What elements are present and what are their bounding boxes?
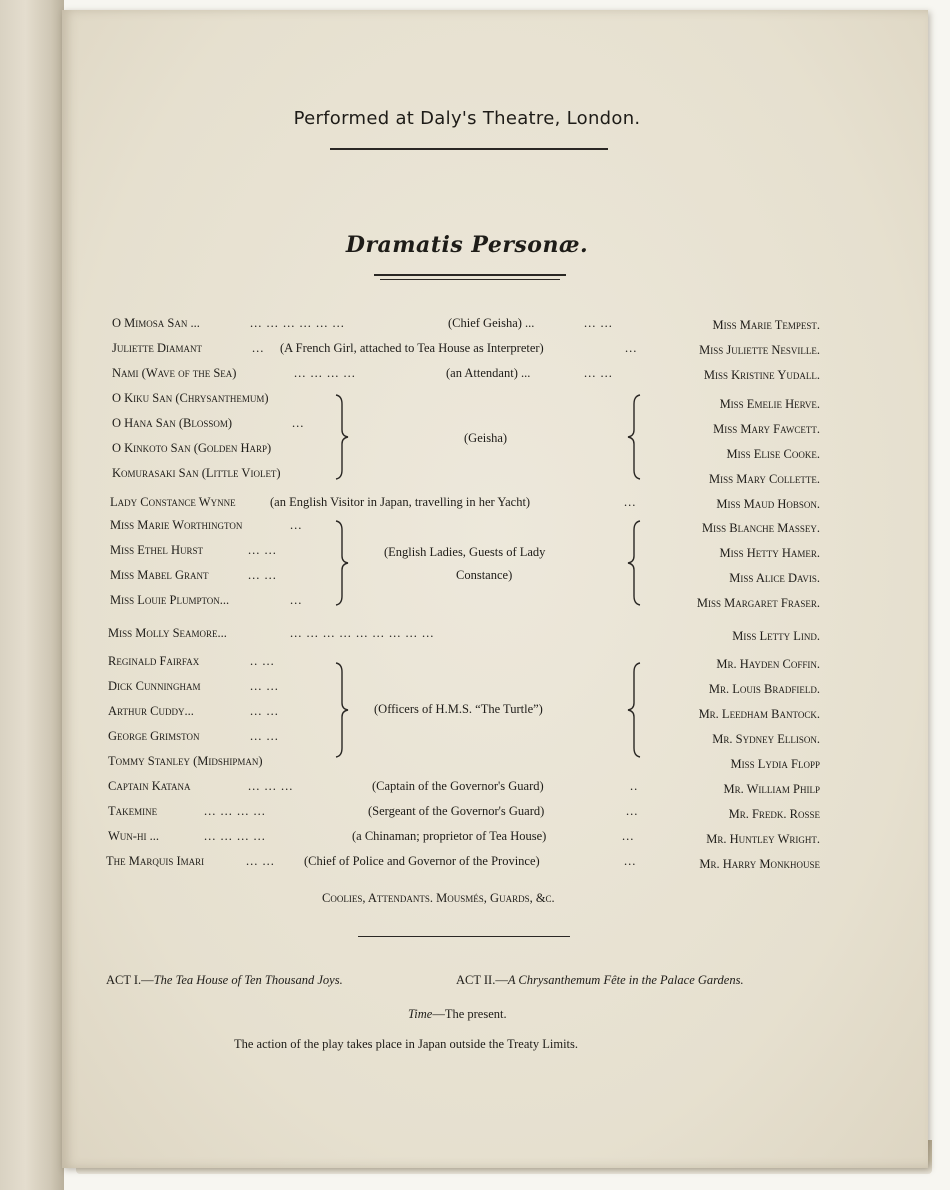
leader-dots: ... ...	[250, 729, 279, 743]
section-rule	[358, 936, 570, 937]
right-brace	[626, 662, 642, 758]
act-two	[456, 973, 744, 988]
role-name: Komurasaki San (Little Violet)	[112, 466, 281, 480]
leader-dots: ...	[292, 416, 305, 430]
actor-name: Miss Alice Davis.	[729, 571, 820, 585]
leader-dots: ... ... ... ...	[294, 366, 356, 380]
role-name: O Kinkoto San (Golden Harp)	[112, 441, 272, 455]
role-name: Arthur Cuddy...	[108, 704, 194, 718]
leader-dots: .. ...	[250, 654, 275, 668]
actor-name: Mr. Sydney Ellison.	[712, 732, 820, 746]
act-two-title: A Chrysanthemum Fête in the Palace Gardens.	[507, 973, 744, 987]
role-note: (an English Visitor in Japan, travelling in her Yacht)	[270, 495, 531, 509]
actor-name: Mr. Louis Bradfield.	[708, 682, 820, 696]
time-value: —The present.	[432, 1007, 507, 1021]
actor-name: Mr. Hayden Coffin.	[716, 657, 820, 671]
actor-name: Miss Lydia Flopp	[730, 757, 820, 771]
leader-dots: ...	[290, 593, 303, 607]
role-name: Nami (Wave of the Sea)	[112, 366, 237, 380]
left-brace	[334, 520, 350, 606]
role-name: O Mimosa San ...	[112, 316, 200, 330]
title-rule-bottom	[380, 279, 560, 280]
actor-name: Miss Mary Collette.	[709, 472, 820, 486]
leader-dots: ...	[624, 495, 637, 509]
role-name: Wun-hi ...	[108, 829, 159, 843]
actor-name: Mr. William Philp	[723, 782, 820, 796]
role-note: (a Chinaman; proprietor of Tea House)	[352, 829, 547, 843]
role-note: (Chief Geisha) ...	[448, 316, 535, 330]
title-rule-top	[374, 274, 566, 276]
role-name: Juliette Diamant	[112, 341, 202, 355]
leader-dots: ...	[252, 341, 265, 355]
facing-page-edge	[0, 0, 64, 1190]
actor-name: Miss Blanche Massey.	[702, 521, 820, 535]
role-name: Reginald Fairfax	[108, 654, 200, 668]
role-name: Takemine	[108, 804, 158, 818]
leader-dots: ...	[624, 854, 637, 868]
leader-dots: ...	[622, 829, 635, 843]
actor-name: Miss Maud Hobson.	[716, 497, 820, 511]
role-note: (A French Girl, attached to Tea House as Interpreter)	[280, 341, 544, 355]
actor-name: Miss Emelie Herve.	[719, 397, 820, 411]
group-label-ladies-cont: Constance)	[456, 568, 513, 582]
role-name: Miss Marie Worthington	[110, 518, 243, 532]
actor-name: Miss Juliette Nesville.	[699, 343, 820, 357]
role-name: Miss Mabel Grant	[110, 568, 209, 582]
actor-name: Miss Elise Cooke.	[726, 447, 820, 461]
leader-dots: ... ...	[248, 543, 277, 557]
actor-name: Miss Hetty Hamer.	[719, 546, 820, 560]
left-brace	[334, 394, 350, 480]
leader-dots: ... ... ... ... ... ...	[250, 316, 345, 330]
leader-dots: ... ... ... ...	[204, 804, 266, 818]
actor-name: Mr. Fredk. Rosse	[728, 807, 820, 821]
act-one-label: ACT I.—	[106, 973, 154, 987]
right-brace	[626, 394, 642, 480]
role-name: Dick Cunningham	[108, 679, 201, 693]
leader-dots: ...	[626, 804, 639, 818]
leader-dots: ... ...	[248, 568, 277, 582]
leader-dots: ... ...	[246, 854, 275, 868]
theatre-heading: Performed at Daly's Theatre, London.	[293, 108, 641, 129]
heading-rule	[330, 148, 608, 150]
left-brace	[334, 662, 350, 758]
role-note: (Captain of the Governor's Guard)	[372, 779, 544, 793]
role-name: Miss Molly Seamore...	[108, 626, 227, 640]
group-label-officers: (Officers of H.M.S. “The Turtle”)	[374, 702, 543, 716]
group-label-ladies: (English Ladies, Guests of Lady	[384, 545, 546, 559]
actor-name: Miss Marie Tempest.	[712, 318, 820, 332]
group-label-geisha: (Geisha)	[464, 431, 508, 445]
leader-dots: ... ...	[250, 704, 279, 718]
act-one	[106, 973, 343, 988]
role-name: Miss Louie Plumpton...	[110, 593, 230, 607]
leader-dots: ..	[630, 779, 639, 793]
actor-name: Miss Mary Fawcett.	[713, 422, 820, 436]
role-note: (an Attendant) ...	[446, 366, 531, 380]
role-note: (Sergeant of the Governor's Guard)	[368, 804, 545, 818]
time-label: Time	[408, 1007, 433, 1021]
actor-name: Mr. Leedham Bantock.	[698, 707, 820, 721]
leader-dots: ... ... ... ... ... ... ... ... ...	[290, 626, 435, 640]
role-name: Lady Constance Wynne	[110, 495, 236, 509]
act-two-label: ACT II.—	[456, 973, 508, 987]
leader-dots: ... ... ...	[248, 779, 294, 793]
time-line	[408, 1007, 507, 1022]
right-brace	[626, 520, 642, 606]
leader-dots: ... ...	[584, 316, 613, 330]
programme-page	[62, 10, 928, 1168]
act-one-title: The Tea House of Ten Thousand Joys.	[153, 973, 343, 987]
role-name: O Kiku San (Chrysanthemum)	[112, 391, 269, 405]
leader-dots: ... ...	[250, 679, 279, 693]
leader-dots: ...	[290, 518, 303, 532]
actor-name: Miss Letty Lind.	[732, 629, 820, 643]
actor-name: Miss Margaret Fraser.	[696, 596, 820, 610]
actor-name: Miss Kristine Yudall.	[703, 368, 820, 382]
leader-dots: ...	[625, 341, 638, 355]
extras-line: Coolies, Attendants. Mousmés, Guards, &c.	[322, 891, 555, 905]
leader-dots: ... ... ... ...	[204, 829, 266, 843]
role-name: Miss Ethel Hurst	[110, 543, 204, 557]
actor-name: Mr. Harry Monkhouse	[699, 857, 820, 871]
role-name: George Grimston	[108, 729, 200, 743]
action-line: The action of the play takes place in Japan outside the Treaty Limits.	[234, 1037, 579, 1051]
role-name: Captain Katana	[108, 779, 191, 793]
role-name: The Marquis Imari	[106, 854, 205, 868]
role-name: O Hana San (Blossom)	[112, 416, 233, 430]
leader-dots: ... ...	[584, 366, 613, 380]
page-title: Dramatis Personæ.	[345, 232, 589, 258]
role-name: Tommy Stanley (Midshipman)	[108, 754, 263, 768]
actor-name: Mr. Huntley Wright.	[706, 832, 820, 846]
role-note: (Chief of Police and Governor of the Province)	[304, 854, 540, 868]
